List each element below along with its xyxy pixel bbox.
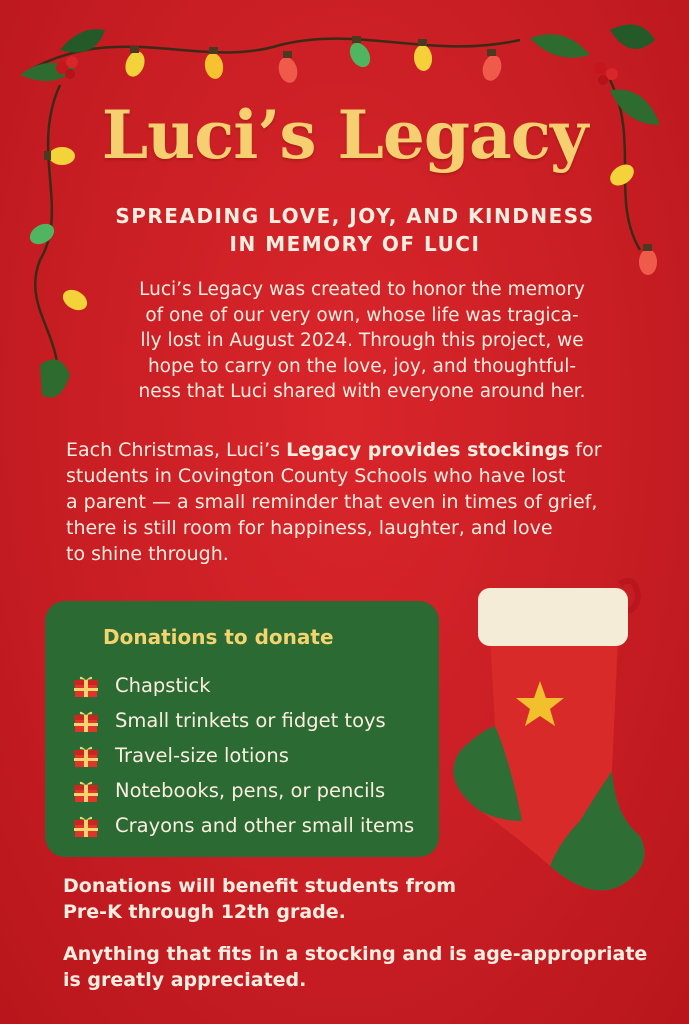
mission-paragraph (66, 437, 656, 567)
mission-line: to shine through. (66, 543, 229, 565)
donation-item-label: Notebooks, pens, or pencils (115, 779, 386, 802)
bulb (480, 49, 504, 83)
mission-line: there is still room for happiness, laughter, and love (66, 517, 553, 539)
appreciation-line: is greatly appreciated. (63, 969, 307, 991)
intro-line: Luci’s Legacy was created to honor the memory (139, 279, 585, 300)
appreciation-line: Anything that fits in a stocking and is age-appropriate (63, 943, 648, 965)
list-item (73, 773, 414, 808)
donations-box (45, 601, 439, 857)
intro-paragraph (98, 277, 626, 405)
mission-line (66, 437, 656, 463)
list-item (73, 703, 414, 738)
intro-line: of one of our very own, whose life was tragica- (145, 304, 579, 326)
donations-title: Donations to donate (103, 625, 334, 649)
holly-icon (40, 359, 70, 397)
intro-line: lly lost in August 2024. Through this project, we (140, 330, 584, 351)
donation-item-label: Small trinkets or fidget toys (115, 709, 386, 732)
subtitle (90, 202, 620, 258)
donation-item-label: Travel-size lotions (115, 744, 289, 767)
mission-text: Each Christmas, Luci’s (66, 439, 287, 461)
list-item (73, 668, 414, 703)
list-item (73, 808, 414, 843)
gift-icon (73, 814, 99, 838)
mission-text: for (569, 439, 602, 461)
mission-line: a parent — a small reminder that even in times of grief, (66, 491, 598, 513)
bulb (26, 220, 58, 249)
mission-line: students in Covington County Schools who have lost (66, 465, 566, 487)
stocking-icon (440, 566, 660, 896)
page-title: Luci’s Legacy (101, 96, 588, 174)
gift-icon (73, 744, 99, 768)
bulb (122, 46, 148, 79)
subtitle-line: IN MEMORY OF LUCI (229, 232, 481, 256)
list-item (73, 738, 414, 773)
donation-item-label: Chapstick (115, 674, 211, 697)
intro-line: hope to carry on the love, joy, and thoughtful- (147, 355, 577, 377)
bulb (639, 244, 657, 275)
intro-line: ness that Luci shared with everyone around her. (138, 381, 586, 402)
gift-icon (73, 674, 99, 698)
benefit-line: Pre-K through 12th grade. (63, 901, 346, 923)
benefit-line: Donations will benefit students from (63, 875, 457, 897)
benefit-paragraph (63, 873, 623, 925)
bulb (276, 51, 300, 85)
gift-icon (73, 709, 99, 733)
appreciation-paragraph (63, 941, 673, 993)
bulb (59, 286, 91, 315)
subtitle-line: SPREADING LOVE, JOY, AND KINDNESS (115, 204, 595, 228)
donations-list (73, 668, 414, 843)
gift-icon (73, 779, 99, 803)
mission-emphasis: Legacy provides stockings (286, 439, 570, 461)
donation-item-label: Crayons and other small items (115, 814, 415, 837)
